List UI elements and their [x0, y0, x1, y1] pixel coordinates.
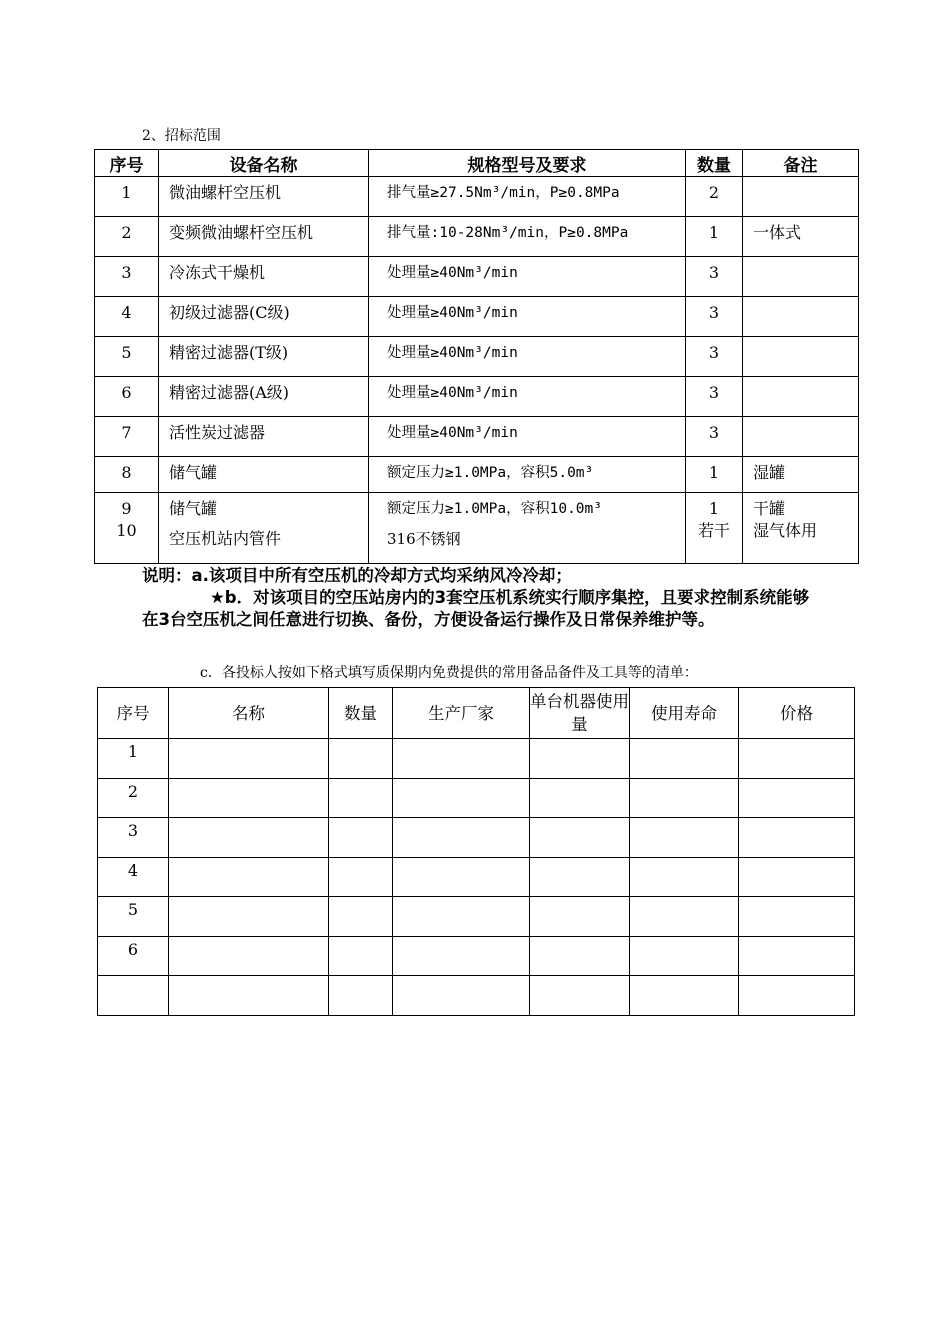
spares-row-no: 5 — [98, 897, 169, 937]
row-qty: 3 — [686, 417, 743, 457]
row-note-9: 干罐 — [753, 499, 786, 518]
spares-cell-blank[interactable] — [329, 818, 393, 858]
row-qty: 3 — [686, 297, 743, 337]
spares-header-qty: 数量 — [329, 688, 393, 739]
equipment-row — [95, 337, 859, 377]
spares-header-name: 名称 — [169, 688, 329, 739]
row-name: 微油螺杆空压机 — [159, 177, 369, 217]
row-note — [743, 417, 859, 457]
row-spec: 排气量:10-28Nm³/min，P≥0.8MPa — [369, 217, 686, 257]
spares-cell-blank[interactable] — [393, 897, 530, 937]
spares-header-life: 使用寿命 — [630, 688, 739, 739]
row-name — [159, 493, 369, 564]
equipment-row — [95, 217, 859, 257]
spares-row — [98, 897, 855, 937]
row-spec: 处理量≥40Nm³/min — [369, 337, 686, 377]
row-name-10: 空压机站内管件 — [169, 529, 282, 548]
header-no: 序号 — [95, 150, 159, 177]
header-note: 备注 — [743, 150, 859, 177]
row-qty: 3 — [686, 377, 743, 417]
row-no: 8 — [95, 457, 159, 493]
row-no: 2 — [95, 217, 159, 257]
spares-cell-blank[interactable] — [393, 778, 530, 818]
spares-row-no: 1 — [98, 739, 169, 779]
row-spec: 处理量≥40Nm³/min — [369, 417, 686, 457]
spares-row — [98, 739, 855, 779]
row-qty: 1 — [686, 217, 743, 257]
row-spec-9: 额定压力≥1.0MPa，容积10.0m³ — [387, 501, 602, 517]
spares-cell-blank[interactable] — [169, 936, 329, 976]
row-name-9: 储气罐 — [169, 499, 218, 518]
spares-row-no — [98, 976, 169, 1016]
row-qty-9: 1 — [708, 499, 720, 518]
spares-cell-blank[interactable] — [169, 739, 329, 779]
spares-cell-blank[interactable] — [630, 976, 739, 1016]
spares-header-price: 价格 — [739, 688, 855, 739]
row-qty: 3 — [686, 257, 743, 297]
header-spec: 规格型号及要求 — [369, 150, 686, 177]
spares-cell-blank[interactable] — [630, 897, 739, 937]
spares-cell-blank[interactable] — [530, 739, 630, 779]
spares-cell-blank[interactable] — [630, 739, 739, 779]
row-name: 冷冻式干燥机 — [159, 257, 369, 297]
spares-cell-blank[interactable] — [739, 778, 855, 818]
spares-row-no: 2 — [98, 778, 169, 818]
row-spec-10: 316不锈钢 — [387, 530, 461, 548]
row-spec: 额定压力≥1.0MPa，容积5.0m³ — [369, 457, 686, 493]
equipment-row — [95, 457, 859, 493]
spares-cell-blank[interactable] — [530, 936, 630, 976]
row-note — [743, 297, 859, 337]
spares-header-usage: 单台机器使用量 — [530, 688, 630, 739]
equipment-row — [95, 297, 859, 337]
row-spec: 处理量≥40Nm³/min — [369, 257, 686, 297]
spares-row-no: 6 — [98, 936, 169, 976]
spares-cell-blank[interactable] — [739, 857, 855, 897]
spares-cell-blank[interactable] — [630, 778, 739, 818]
spares-cell-blank[interactable] — [739, 739, 855, 779]
row-spec: 处理量≥40Nm³/min — [369, 297, 686, 337]
section-title: 2、招标范围 — [142, 128, 221, 144]
spares-cell-blank[interactable] — [169, 976, 329, 1016]
spares-cell-blank[interactable] — [739, 936, 855, 976]
spares-cell-blank[interactable] — [329, 936, 393, 976]
row-note-10: 湿气体用 — [753, 521, 818, 540]
spares-cell-blank[interactable] — [530, 778, 630, 818]
equipment-row — [95, 493, 859, 564]
equipment-row — [95, 257, 859, 297]
spares-row — [98, 936, 855, 976]
equipment-row — [95, 417, 859, 457]
spares-table-header — [98, 688, 855, 739]
spares-row-no: 3 — [98, 818, 169, 858]
spares-cell-blank[interactable] — [329, 857, 393, 897]
row-name: 变频微油螺杆空压机 — [159, 217, 369, 257]
spares-cell-blank[interactable] — [329, 739, 393, 779]
row-note — [743, 377, 859, 417]
spares-header-no: 序号 — [98, 688, 169, 739]
row-qty: 1 — [686, 457, 743, 493]
row-no: 7 — [95, 417, 159, 457]
row-no-9: 9 — [121, 499, 132, 518]
spares-cell-blank[interactable] — [169, 778, 329, 818]
spares-cell-blank[interactable] — [169, 897, 329, 937]
spares-row — [98, 778, 855, 818]
spares-cell-blank[interactable] — [530, 976, 630, 1016]
row-qty: 2 — [686, 177, 743, 217]
row-note — [743, 177, 859, 217]
spares-row — [98, 818, 855, 858]
row-name: 精密过滤器(A级) — [159, 377, 369, 417]
spares-cell-blank[interactable] — [739, 897, 855, 937]
equipment-table-header — [95, 150, 859, 177]
row-spec — [369, 493, 686, 564]
spares-cell-blank[interactable] — [329, 778, 393, 818]
spares-cell-blank[interactable] — [530, 897, 630, 937]
spares-cell-blank[interactable] — [169, 818, 329, 858]
row-name: 初级过滤器(C级) — [159, 297, 369, 337]
spares-table — [97, 687, 855, 1016]
row-no — [95, 493, 159, 564]
header-name: 设备名称 — [159, 150, 369, 177]
row-no: 6 — [95, 377, 159, 417]
spares-cell-blank[interactable] — [393, 857, 530, 897]
equipment-row — [95, 377, 859, 417]
row-note: 一体式 — [743, 217, 859, 257]
row-spec: 处理量≥40Nm³/min — [369, 377, 686, 417]
spares-cell-blank[interactable] — [630, 818, 739, 858]
spares-cell-blank[interactable] — [393, 818, 530, 858]
row-name: 精密过滤器(T级) — [159, 337, 369, 377]
spares-cell-blank[interactable] — [393, 936, 530, 976]
spares-cell-blank[interactable] — [530, 857, 630, 897]
spares-cell-blank[interactable] — [630, 936, 739, 976]
row-note: 湿罐 — [743, 457, 859, 493]
row-no: 5 — [95, 337, 159, 377]
row-no: 3 — [95, 257, 159, 297]
spares-row-no: 4 — [98, 857, 169, 897]
note-b: ★b．对该项目的空压站房内的3套空压机系统实行顺序集控，且要求控制系统能够在3台空压机之间任意进行切换、备份，方便设备运行操作及日常保养维护等。 — [142, 588, 810, 629]
row-note — [743, 337, 859, 377]
spares-cell-blank[interactable] — [530, 818, 630, 858]
row-name: 活性炭过滤器 — [159, 417, 369, 457]
spares-row — [98, 857, 855, 897]
header-qty: 数量 — [686, 150, 743, 177]
row-no: 4 — [95, 297, 159, 337]
row-qty: 3 — [686, 337, 743, 377]
note-a: 说明：a.该项目中所有空压机的冷却方式均采纳风冷冷却； — [142, 566, 572, 585]
row-qty-10: 若干 — [697, 521, 730, 540]
spares-cell-blank[interactable] — [393, 739, 530, 779]
note-c: c．各投标人按如下格式填写质保期内免费提供的常用备品备件及工具等的清单： — [200, 665, 698, 681]
row-note — [743, 257, 859, 297]
row-name: 储气罐 — [159, 457, 369, 493]
spares-cell-blank[interactable] — [630, 857, 739, 897]
spares-cell-blank[interactable] — [169, 857, 329, 897]
row-spec: 排气量≥27.5Nm³/min，P≥0.8MPa — [369, 177, 686, 217]
row-qty — [686, 493, 743, 564]
spares-cell-blank[interactable] — [393, 976, 530, 1016]
spares-cell-blank[interactable] — [329, 897, 393, 937]
notes-block — [142, 565, 822, 631]
equipment-table — [94, 149, 859, 564]
row-note — [743, 493, 859, 564]
spares-cell-blank[interactable] — [739, 976, 855, 1016]
row-no-10: 10 — [116, 521, 137, 540]
row-no: 1 — [95, 177, 159, 217]
spares-cell-blank[interactable] — [329, 976, 393, 1016]
spares-cell-blank[interactable] — [739, 818, 855, 858]
spares-header-maker: 生产厂家 — [393, 688, 530, 739]
spares-row — [98, 976, 855, 1016]
equipment-row — [95, 177, 859, 217]
